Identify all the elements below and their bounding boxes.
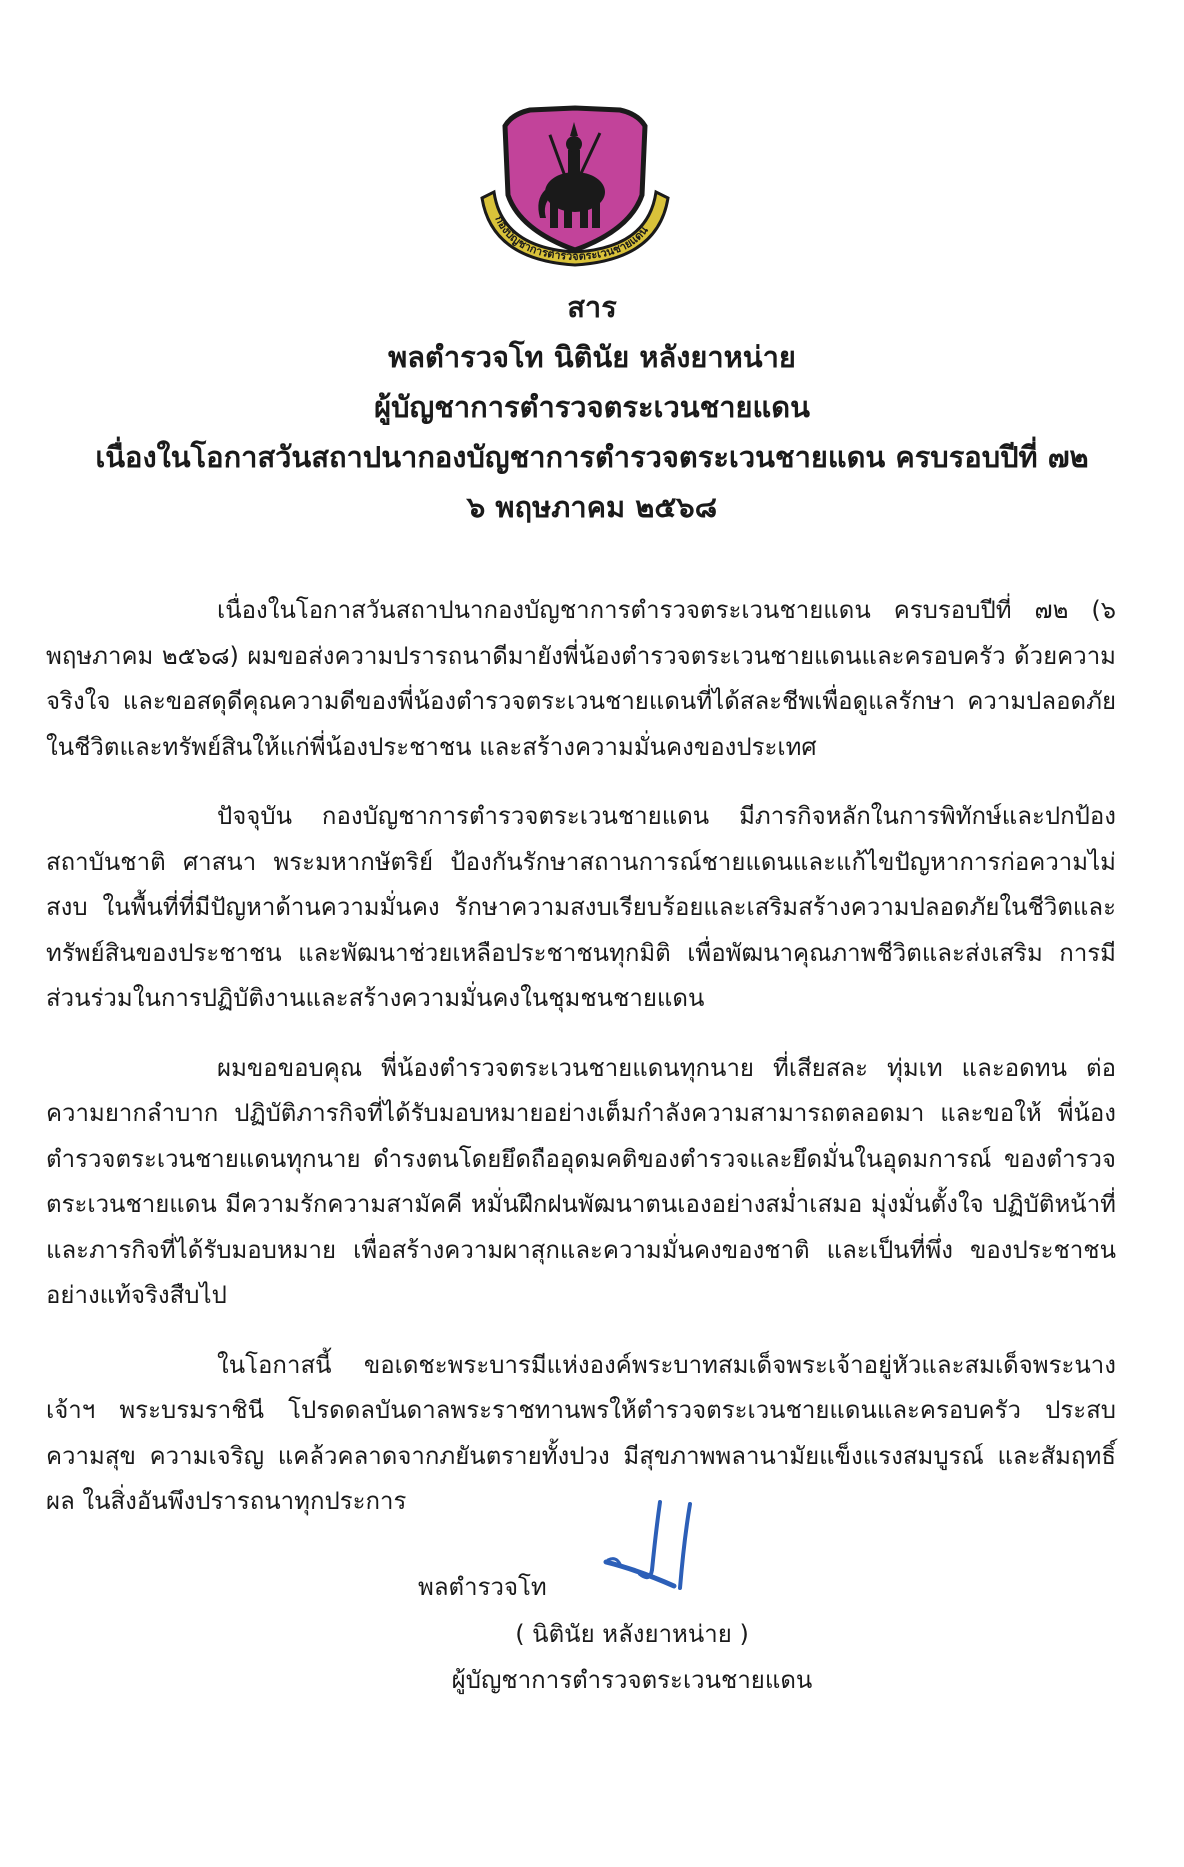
svg-text:กองบัญชาการตำรวจตระเวนชายแดน: กองบัญชาการตำรวจตระเวนชายแดน — [492, 213, 651, 264]
header-message-title: สาร — [567, 290, 617, 324]
header-sender-name: พลตำรวจโท นิตินัย หลังยาหน่าย — [388, 340, 796, 374]
header-date: ๖ พฤษภาคม ๒๕๖๘ — [466, 490, 718, 524]
body-paragraph-4: ในโอกาสนี้ ขอเดชะพระบารมีแห่งองค์พระบาทสมเด็จพระเจ้าอยู่หัวและสมเด็จพระนางเจ้าฯ พระบรมราชินี โปรดดลบันดาลพระราชทานพรให้ตำรวจตระเวนชายแดนและครอบครัว ประสบความสุข ความเจริญ แคล้วคลาดจากภยันตรายทั้งปวง มีสุขภาพพลานามัยแข็งแรงสมบูรณ์ และสัมฤทธิ์ผล ในสิ่งอันพึงปรารถนาทุกประการ — [46, 1350, 1116, 1515]
header-sender-position: ผู้บัญชาการตำรวจตระเวนชายแดน — [374, 390, 810, 424]
document-body — [46, 588, 1116, 1549]
body-paragraph-3: ผมขอขอบคุณ พี่น้องตำรวจตระเวนชายแดนทุกนาย ที่เสียสละ ทุ่มเท และอดทน ต่อความยากลำบาก ปฏิบัติภารกิจที่ได้รับมอบหมายอย่างเต็มกำลังความสามารถตลอดมา และขอให้ พี่น้องตำรวจตระเวนชายแดนทุกนาย ดำรงตนโดยยึดถืออุดมคติของตำรวจและยึดมั่นในอุดมการณ์ ของตำรวจตระเวนชายแดน มีความรักความสามัคคี หมั่นฝึกฝนพัฒนาตนเองอย่างสม่ำเสมอ มุ่งมั่นตั้งใจ ปฏิบัติหน้าที่และภารกิจที่ได้รับมอบหมาย เพื่อสร้างความผาสุกและความมั่นคงของชาติ และเป็นที่พึ่ง ของประชาชนอย่างแท้จริงสืบไป — [46, 1053, 1116, 1309]
border-patrol-police-emblem — [470, 100, 680, 270]
header-occasion: เนื่องในโอกาสวันสถาปนากองบัญชาการตำรวจตระเวนชายแดน ครบรอบปีที่ ๗๒ — [95, 440, 1089, 474]
signature-rank: พลตำรวจโท — [418, 1573, 547, 1601]
body-paragraph-1: เนื่องในโอกาสวันสถาปนากองบัญชาการตำรวจตระเวนชายแดน ครบรอบปีที่ ๗๒ (๖ พฤษภาคม ๒๕๖๘) ผมขอส่งความปรารถนาดีมายังพี่น้องตำรวจตระเวนชายแดนและครอบครัว ด้วยความจริงใจ และขอสดุดีคุณความดีของพี่น้องตำรวจตระเวนชายแดนที่ได้สละชีพเพื่อดูแลรักษา ความปลอดภัยในชีวิตและทรัพย์สินให้แก่พี่น้องประชาชน และสร้างความมั่นคงของประเทศ — [46, 596, 1116, 761]
document-header — [0, 282, 1184, 532]
handwritten-signature — [598, 1490, 718, 1600]
signature-name: ( นิตินัย หลังยาหน่าย ) — [515, 1620, 749, 1648]
signature-title: ผู้บัญชาการตำรวจตระเวนชายแดน — [451, 1666, 813, 1694]
body-paragraph-2: ปัจจุบัน กองบัญชาการตำรวจตระเวนชายแดน มีภารกิจหลักในการพิทักษ์และปกป้อง สถาบันชาติ ศาสนา พระมหากษัตริย์ ป้องกันรักษาสถานการณ์ชายแดนและแก้ไขปัญหาการก่อความไม่สงบ ในพื้นที่ที่มีปัญหาด้านความมั่นคง รักษาความสงบเรียบร้อยและเสริมสร้างความปลอดภัยในชีวิตและ ทรัพย์สินของประชาชน และพัฒนาช่วยเหลือประชาชนทุกมิติ เพื่อพัฒนาคุณภาพชีวิตและส่งเสริม การมีส่วนร่วมในการปฏิบัติงานและสร้างความมั่นคงในชุมชนชายแดน — [46, 802, 1116, 1012]
